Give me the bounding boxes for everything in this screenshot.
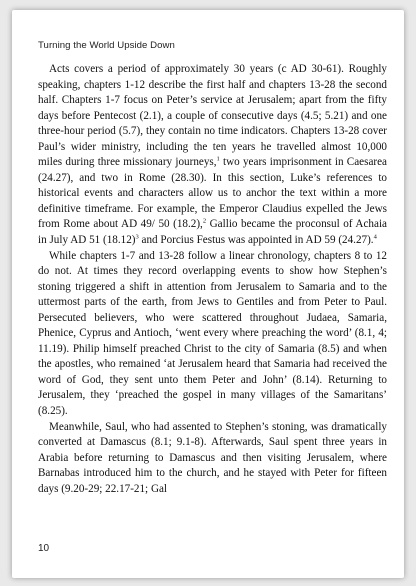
paragraph-1-text-b: two years imprisonment in Caesarea (24.27), and two in Rome (28.30). In this section, Luke’s references to historical events and characters allow us to anchor the text within a more definitive timeframe. For example, the Emperor Claudius expelled the Jews from Rome about AD 49/ 50 (18.2),	[38, 156, 387, 231]
running-header: Turning the World Upside Down	[38, 40, 175, 51]
footnote-ref-2[interactable]: 2	[202, 217, 207, 225]
paragraph-3: Meanwhile, Saul, who had assented to Stephen’s stoning, was dramatically converted at Damascus (8.1; 9.1-8). Afterwards, Saul spent three years in Arabia before returning to Damascus and then visiting Jerusalem, where Barnabas introduced him to the church, and he stayed with Peter for fifteen days (9.20-29; 22.17-21; Gal	[38, 420, 387, 495]
paragraph-1-text-a: Acts covers a period of approximately 30 years (c AD 30-61). Roughly speaking, chapters 1-12 describe the first half and chapters 13-28 the second half. Chapters 1-7 focus on Peter’s service at Jerusalem; apart from the fifty days before Pentecost (2.1), a couple of consecutive days (4.5; 5.21) and one three-hour period (5.7), they contain no time indicators. Chapters 13-28 cover Paul’s wider ministry, including the ten years he travelled almost 10,000 miles during three missionary journeys,	[38, 63, 387, 169]
paragraph-2: While chapters 1-7 and 13-28 follow a linear chronology, chapters 8 to 12 do not. At times they record overlapping events to show how Stephen’s stoning triggered a shift in attention from Jerusalem to Samaria and to the uttermost parts of the earth, from Jews to Gentiles and from Peter to Paul. Persecuted believers, who were scattered throughout Judaea, Samaria, Phenice, Cyprus and Antioch, ‘went every where preaching the word’ (8.1, 4; 11.19). Philip himself preached Christ to the city of Samaria (8.5) and when the apostles, who remained ‘at Jerusalem heard that Samaria had received the word of God, they sent unto them Peter and John’ (8.14). Returning to Jerusalem, they ‘preached the gospel in many villages of the Samaritans’ (8.25).	[38, 249, 387, 418]
footnote-ref-1[interactable]: 1	[216, 155, 220, 163]
footnote-ref-4[interactable]: 4	[373, 233, 377, 241]
paragraph-1	[38, 62, 387, 249]
book-page	[12, 10, 404, 578]
paragraph-1-text-c: Gallio became the proconsul of Achaia in July AD 51 (18.12)	[38, 218, 387, 247]
paragraph-1-text-d: and Porcius Festus was appointed in AD 59 (24.27).	[138, 234, 374, 247]
page-number: 10	[38, 543, 50, 554]
body-text	[38, 62, 387, 497]
footnote-ref-3[interactable]: 3	[135, 233, 139, 241]
